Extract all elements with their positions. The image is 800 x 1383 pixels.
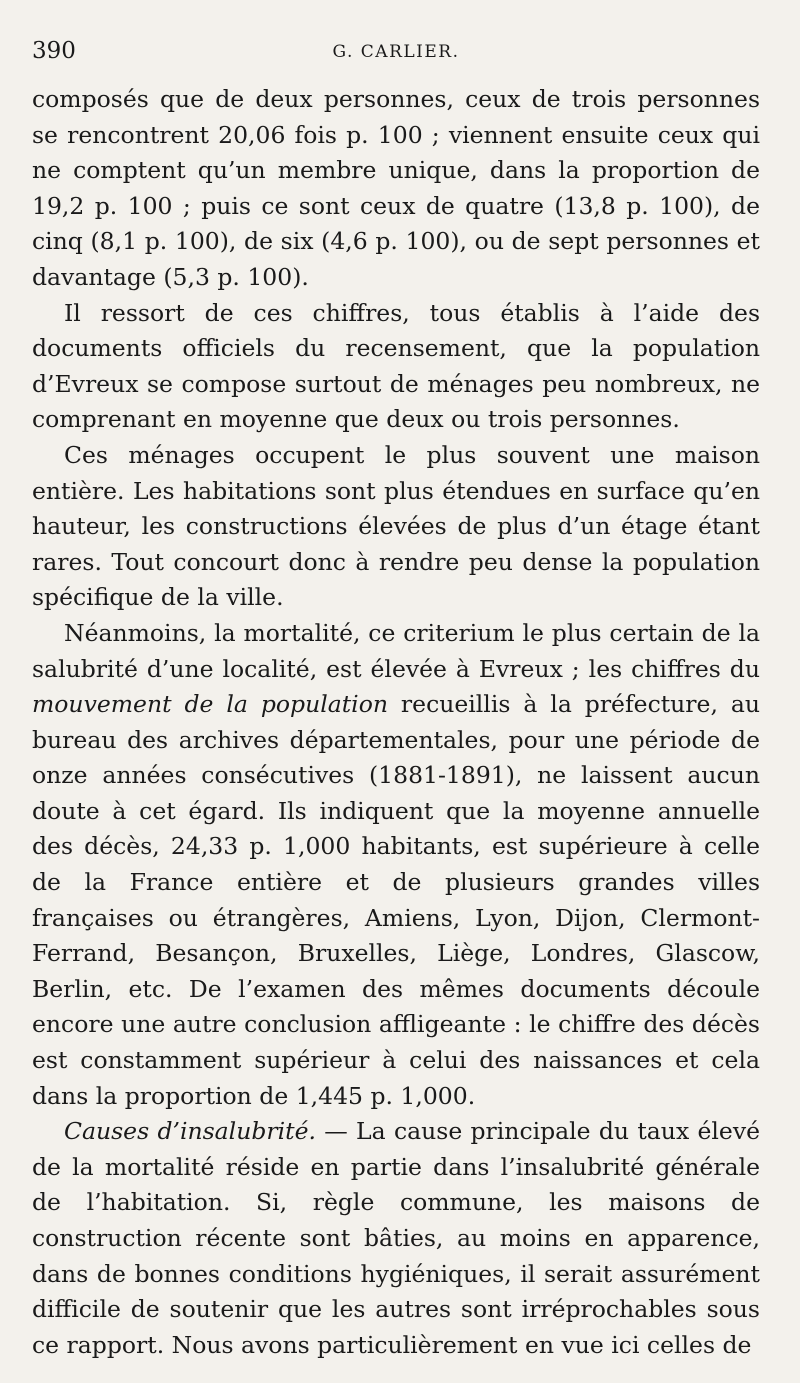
body-text bbox=[32, 82, 760, 1363]
section-heading: Causes d’insalubrité. bbox=[64, 1117, 316, 1146]
paragraph-1: composés que de deux personnes, ceux de trois personnes se rencontrent 20,06 fois p. 100 ; viennent ensuite ceux qui ne comptent qu’un membre unique, dans la proportion de 19,2 p. 100 ; puis ce sont ceux de quatre (13,8 p. 100), de cinq (8,1 p. 100), de six (4,6 p. 100), ou de sept personnes et davantage (5,3 p. 100). bbox=[32, 85, 760, 291]
page-number: 390 bbox=[32, 38, 76, 64]
page-header bbox=[32, 38, 760, 74]
paragraph-5-text: — La cause principale du taux élevé de la mortalité réside en partie dans l’insalubrité générale de l’habitation. Si, règle commune, les maisons de construction récente sont bâties, au moins en apparence, dans de bonnes conditions hygiéniques, il serait assurément difficile de soutenir que les autres sont irréprochables sous ce rapport. Nous avons particulièrement en vue ici celles de bbox=[32, 1117, 761, 1359]
paragraph-4-start: Néanmoins, la mortalité, ce criterium le plus certain de la salubrité d’une localité, est élevée à Evreux ; les chiffres du bbox=[32, 618, 760, 683]
paragraph-5 bbox=[32, 1114, 760, 1363]
paragraph-3: Ces ménages occupent le plus souvent une maison entière. Les habitations sont plus étendues en surface qu’en hauteur, les constructions élevées de plus d’un étage étant rares. Tout concourt donc à rendre peu dense la population spécifique de la ville. bbox=[32, 440, 760, 612]
paragraph-4 bbox=[32, 616, 760, 1114]
running-title: G. CARLIER. bbox=[332, 42, 460, 62]
italic-phrase: mouvement de la population bbox=[32, 690, 388, 719]
paragraph-4-end: recueillis à la préfecture, au bureau des archives départementales, pour une période de onze années consécutives (1881-1891), ne laissent aucun doute à cet égard. Ils indiquent que la moyenne annuelle des décès, 24,33 p. 1,000 habitants, est supérieure à celle de la France entière et de plusieurs grandes villes françaises ou étrangères, Amiens, Lyon, Dijon, Clermont-Ferrand, Besançon, Bruxelles, Liège, Londres, Glascow, Berlin, etc. De l’examen des mêmes documents découle encore une autre conclusion affligeante : le chiffre des décès est constamment supérieur à celui des naissances et cela dans la proportion de 1,445 p. 1,000. bbox=[32, 690, 761, 1110]
paragraph-2: Il ressort de ces chiffres, tous établis à l’aide des documents officiels du recensement, que la population d’Evreux se compose surtout de ménages peu nombreux, ne comprenant en moyenne que deux ou trois personnes. bbox=[32, 298, 760, 434]
